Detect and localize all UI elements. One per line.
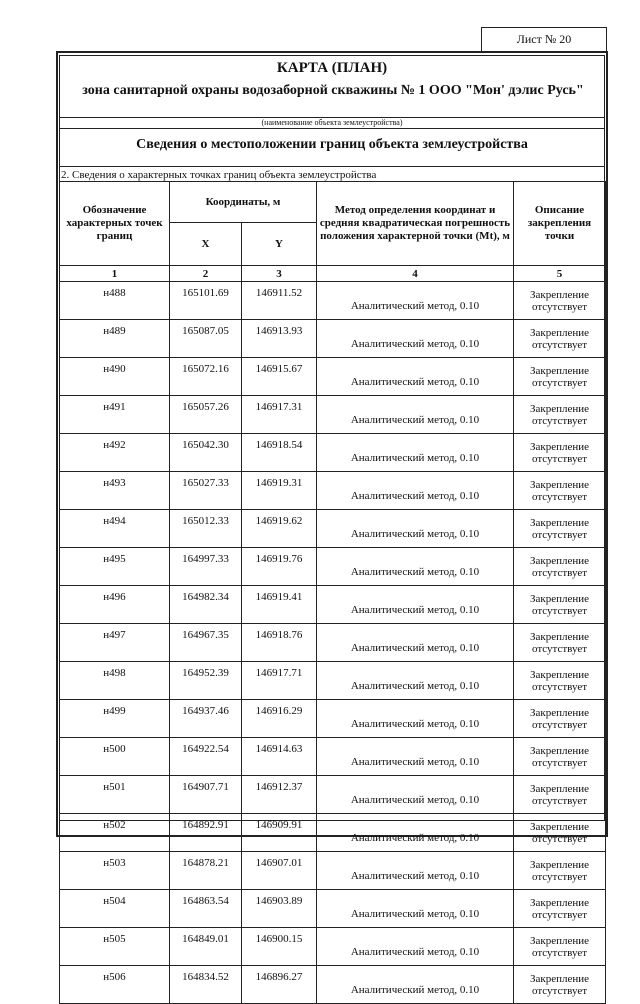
point-cell: н506 <box>60 966 170 1004</box>
x-cell: 165042.30 <box>170 434 242 472</box>
method-cell: Аналитический метод, 0.10 <box>317 472 514 510</box>
x-cell: 164878.21 <box>170 852 242 890</box>
y-cell: 146914.63 <box>242 738 317 776</box>
x-cell: 164863.54 <box>170 890 242 928</box>
fixing-cell <box>514 776 606 814</box>
y-cell: 146919.41 <box>242 586 317 624</box>
y-cell: 146909.91 <box>242 814 317 852</box>
fixing-line: Закрепление <box>529 972 590 985</box>
y-cell: 146913.93 <box>242 320 317 358</box>
header-x: X <box>170 223 242 266</box>
x-cell: 165057.26 <box>170 396 242 434</box>
table-row <box>60 662 606 700</box>
document-subtitle: зона санитарной охраны водозаборной скважины № 1 ООО "Мон' дэлис Русь" <box>82 83 584 98</box>
column-numbers-row <box>60 266 606 282</box>
fixing-line: отсутствует <box>531 680 588 693</box>
x-cell: 164849.01 <box>170 928 242 966</box>
header-method: Метод определения координат и средняя квадратическая погрешность положения характерной точки (Mt), м <box>317 182 514 266</box>
fixing-cell <box>514 548 606 586</box>
divider <box>59 128 605 129</box>
fixing-line: Закрепление <box>529 364 590 377</box>
y-cell: 146915.67 <box>242 358 317 396</box>
fixing-line: отсутствует <box>531 300 588 313</box>
table-row <box>60 396 606 434</box>
fixing-line: отсутствует <box>531 870 588 883</box>
fixing-cell <box>514 586 606 624</box>
point-cell: н494 <box>60 510 170 548</box>
fixing-line: Закрепление <box>529 326 590 339</box>
method-cell: Аналитический метод, 0.10 <box>317 586 514 624</box>
method-cell: Аналитический метод, 0.10 <box>317 966 514 1004</box>
method-cell: Аналитический метод, 0.10 <box>317 890 514 928</box>
point-cell: н496 <box>60 586 170 624</box>
y-cell: 146896.27 <box>242 966 317 1004</box>
section-title: Сведения о местоположении границ объекта землеустройства <box>136 137 528 152</box>
header-coords: Координаты, м <box>170 182 317 223</box>
fixing-line: отсутствует <box>531 756 588 769</box>
fixing-line: Закрепление <box>529 402 590 415</box>
method-cell: Аналитический метод, 0.10 <box>317 358 514 396</box>
fixing-line: отсутствует <box>531 452 588 465</box>
x-cell: 164907.71 <box>170 776 242 814</box>
x-cell: 164997.33 <box>170 548 242 586</box>
table-row <box>60 700 606 738</box>
fixing-cell <box>514 282 606 320</box>
table-row <box>60 320 606 358</box>
column-number: 4 <box>317 266 514 282</box>
method-cell: Аналитический метод, 0.10 <box>317 700 514 738</box>
fixing-line: Закрепление <box>529 820 590 833</box>
x-cell: 164937.46 <box>170 700 242 738</box>
y-cell: 146919.62 <box>242 510 317 548</box>
point-cell: н504 <box>60 890 170 928</box>
y-cell: 146918.76 <box>242 624 317 662</box>
point-cell: н499 <box>60 700 170 738</box>
fixing-cell <box>514 510 606 548</box>
fixing-line: Закрепление <box>529 668 590 681</box>
table-row <box>60 548 606 586</box>
y-cell: 146900.15 <box>242 928 317 966</box>
method-cell: Аналитический метод, 0.10 <box>317 510 514 548</box>
table-row <box>60 928 606 966</box>
fixing-line: отсутствует <box>531 376 588 389</box>
fixing-line: отсутствует <box>531 566 588 579</box>
fixing-line: Закрепление <box>529 934 590 947</box>
x-cell: 165027.33 <box>170 472 242 510</box>
fixing-line: отсутствует <box>531 490 588 503</box>
method-cell: Аналитический метод, 0.10 <box>317 624 514 662</box>
fixing-line: Закрепление <box>529 744 590 757</box>
method-cell: Аналитический метод, 0.10 <box>317 434 514 472</box>
fixing-line: отсутствует <box>531 718 588 731</box>
points-table <box>59 181 606 1004</box>
fixing-line: отсутствует <box>531 338 588 351</box>
table-row <box>60 586 606 624</box>
x-cell: 165012.33 <box>170 510 242 548</box>
fixing-line: Закрепление <box>529 706 590 719</box>
fixing-line: Закрепление <box>529 440 590 453</box>
fixing-cell <box>514 738 606 776</box>
table-row <box>60 738 606 776</box>
fixing-line: Закрепление <box>529 858 590 871</box>
x-cell: 165072.16 <box>170 358 242 396</box>
y-cell: 146912.37 <box>242 776 317 814</box>
table-row <box>60 966 606 1004</box>
fixing-cell <box>514 320 606 358</box>
point-cell: н495 <box>60 548 170 586</box>
point-cell: н498 <box>60 662 170 700</box>
fixing-cell <box>514 472 606 510</box>
fixing-cell <box>514 700 606 738</box>
y-cell: 146903.89 <box>242 890 317 928</box>
fixing-line: Закрепление <box>529 592 590 605</box>
y-cell: 146911.52 <box>242 282 317 320</box>
fixing-cell <box>514 890 606 928</box>
fixing-cell <box>514 928 606 966</box>
point-cell: н500 <box>60 738 170 776</box>
fixing-line: отсутствует <box>531 946 588 959</box>
fixing-line: отсутствует <box>531 414 588 427</box>
method-cell: Аналитический метод, 0.10 <box>317 814 514 852</box>
y-cell: 146916.29 <box>242 700 317 738</box>
subsection-title: 2. Сведения о характерных точках границ объекта землеустройства <box>61 169 377 181</box>
x-cell: 164892.91 <box>170 814 242 852</box>
fixing-line: отсутствует <box>531 642 588 655</box>
table-row <box>60 472 606 510</box>
method-cell: Аналитический метод, 0.10 <box>317 320 514 358</box>
header-point: Обозначение характерных точек границ <box>60 182 170 266</box>
subtitle-caption: (наименование объекта землеустройства) <box>261 118 403 127</box>
fixing-line: Закрепление <box>529 554 590 567</box>
fixing-line: Закрепление <box>529 288 590 301</box>
point-cell: н502 <box>60 814 170 852</box>
fixing-cell <box>514 624 606 662</box>
fixing-cell <box>514 358 606 396</box>
table-row <box>60 624 606 662</box>
method-cell: Аналитический метод, 0.10 <box>317 396 514 434</box>
point-cell: н488 <box>60 282 170 320</box>
point-cell: н503 <box>60 852 170 890</box>
point-cell: н490 <box>60 358 170 396</box>
x-cell: 164952.39 <box>170 662 242 700</box>
fixing-cell <box>514 662 606 700</box>
fixing-cell <box>514 814 606 852</box>
fixing-line: отсутствует <box>531 604 588 617</box>
sheet-number: Лист № 20 <box>481 27 607 52</box>
fixing-line: Закрепление <box>529 516 590 529</box>
column-number: 1 <box>60 266 170 282</box>
column-number: 2 <box>170 266 242 282</box>
x-cell: 164982.34 <box>170 586 242 624</box>
point-cell: н505 <box>60 928 170 966</box>
y-cell: 146907.01 <box>242 852 317 890</box>
table-row <box>60 776 606 814</box>
y-cell: 146917.31 <box>242 396 317 434</box>
table-row <box>60 282 606 320</box>
fixing-line: отсутствует <box>531 984 588 997</box>
table-row <box>60 852 606 890</box>
y-cell: 146919.31 <box>242 472 317 510</box>
fixing-line: отсутствует <box>531 794 588 807</box>
divider <box>59 166 605 167</box>
method-cell: Аналитический метод, 0.10 <box>317 738 514 776</box>
method-cell: Аналитический метод, 0.10 <box>317 662 514 700</box>
point-cell: н489 <box>60 320 170 358</box>
method-cell: Аналитический метод, 0.10 <box>317 282 514 320</box>
header-fixing: Описание закрепления точки <box>514 182 606 266</box>
method-cell: Аналитический метод, 0.10 <box>317 548 514 586</box>
table-row <box>60 358 606 396</box>
fixing-cell <box>514 396 606 434</box>
x-cell: 164834.52 <box>170 966 242 1004</box>
header-y: Y <box>242 223 317 266</box>
y-cell: 146918.54 <box>242 434 317 472</box>
column-number: 3 <box>242 266 317 282</box>
table-row <box>60 510 606 548</box>
x-cell: 165087.05 <box>170 320 242 358</box>
column-number: 5 <box>514 266 606 282</box>
x-cell: 164967.35 <box>170 624 242 662</box>
fixing-cell <box>514 434 606 472</box>
document-title: КАРТА (ПЛАН) <box>276 60 388 76</box>
fixing-cell <box>514 852 606 890</box>
method-cell: Аналитический метод, 0.10 <box>317 928 514 966</box>
fixing-line: отсутствует <box>531 908 588 921</box>
method-cell: Аналитический метод, 0.10 <box>317 776 514 814</box>
table-row <box>60 434 606 472</box>
point-cell: н492 <box>60 434 170 472</box>
fixing-line: отсутствует <box>531 832 588 845</box>
x-cell: 164922.54 <box>170 738 242 776</box>
x-cell: 165101.69 <box>170 282 242 320</box>
point-cell: н491 <box>60 396 170 434</box>
fixing-line: Закрепление <box>529 896 590 909</box>
point-cell: н501 <box>60 776 170 814</box>
fixing-line: Закрепление <box>529 478 590 491</box>
point-cell: н497 <box>60 624 170 662</box>
y-cell: 146917.71 <box>242 662 317 700</box>
method-cell: Аналитический метод, 0.10 <box>317 852 514 890</box>
table-row <box>60 814 606 852</box>
point-cell: н493 <box>60 472 170 510</box>
table-row <box>60 890 606 928</box>
fixing-cell <box>514 966 606 1004</box>
fixing-line: Закрепление <box>529 782 590 795</box>
fixing-line: Закрепление <box>529 630 590 643</box>
y-cell: 146919.76 <box>242 548 317 586</box>
fixing-line: отсутствует <box>531 528 588 541</box>
